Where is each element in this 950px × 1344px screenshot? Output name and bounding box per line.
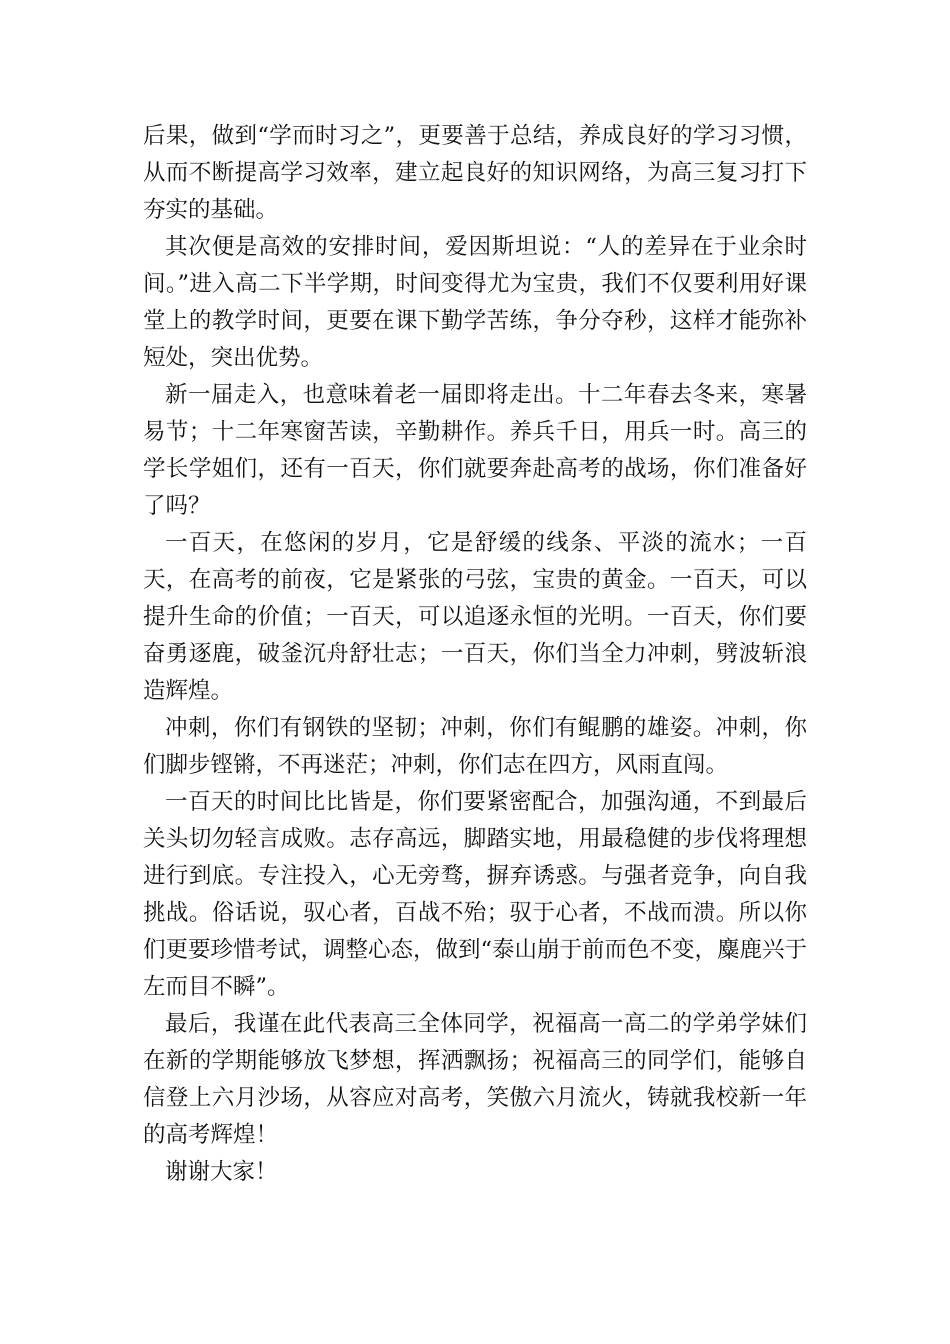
paragraph-time-management: 其次便是高效的安排时间，爱因斯坦说：“人的差异在于业余时间。”进入高二下半学期，时间变得尤为宝贵，我们不仅要利用好课堂上的教学时间，更要在课下勤学苦练，争分夺秒，这样才能弥补短处，突出优势。 <box>143 234 807 371</box>
speech-body <box>143 118 807 1191</box>
closing-thanks: 谢谢大家！ <box>165 1159 278 1185</box>
paragraph-hundred-days: 一百天，在悠闲的岁月，它是舒缓的线条、平淡的流水；一百天，在高考的前夜，它是紧张的弓弦，宝贵的黄金。一百天，可以提升生命的价值；一百天，可以追逐永恒的光明。一百天，你们要奋勇逐鹿，破釜沉舟舒壮志；一百天，你们当全力冲刺，劈波斩浪造辉煌。 <box>143 530 807 704</box>
paragraph-cooperation: 一百天的时间比比皆是，你们要紧密配合，加强沟通，不到最后关头切勿轻言成败。志存高远，脚踏实地，用最稳健的步伐将理想进行到底。专注投入，心无旁骛，摒弃诱惑。与强者竞争，向自我挑战。俗话说，驭心者，百战不殆；驭于心者，不战而溃。所以你们更要珍惜考试，调整心态，做到“泰山崩于前而色不变，麋鹿兴于左而目不瞬”。 <box>143 789 808 1000</box>
paragraph-blessing: 最后，我谨在此代表高三全体同学，祝福高一高二的学弟学妹们在新的学期能够放飞梦想，挥洒飘扬；祝福高三的同学们，能够自信登上六月沙场，从容应对高考，笑傲六月流火，铸就我校新一年的高考辉煌！ <box>143 1011 807 1148</box>
paragraph-continuation: 后果，做到“学而时习之”，更要善于总结，养成良好的学习习惯，从而不断提高学习效率，建立起良好的知识网络，为高三复习打下夯实的基础。 <box>143 123 807 223</box>
paragraph-seniors: 新一届走入，也意味着老一届即将走出。十二年春去冬来，寒暑易节；十二年寒窗苦读，辛勤耕作。养兵千日，用兵一时。高三的学长学姐们，还有一百天，你们就要奔赴高考的战场，你们准备好了吗？ <box>143 382 807 519</box>
paragraph-sprint: 冲刺，你们有钢铁的坚韧；冲刺，你们有鲲鹏的雄姿。冲刺，你们脚步铿锵，不再迷茫；冲刺，你们志在四方，风雨直闯。 <box>143 715 807 778</box>
